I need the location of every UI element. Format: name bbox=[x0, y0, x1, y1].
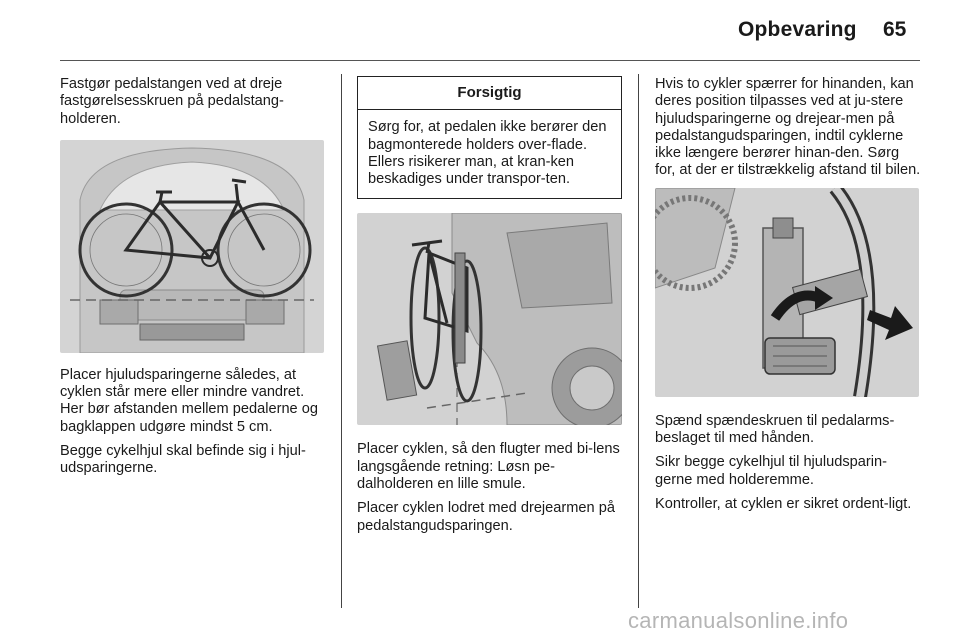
paragraph: Placer hjuludsparingerne således, at cyklen står mere eller mindre vandret. Her bør afstanden mellem pedalerne og bagklappen udgøre mindst 5 cm. bbox=[60, 366, 318, 435]
paragraph: Sikr begge cykelhjul til hjuludsparin-gerne med holderemme. bbox=[655, 454, 887, 488]
caution-title: Forsigtig bbox=[358, 77, 621, 110]
column-divider-1 bbox=[341, 74, 342, 608]
paragraph: Kontroller, at cyklen er sikret ordent-ligt. bbox=[655, 495, 912, 512]
caution-text: Sørg for, at pedalen ikke berører den bagmonterede holders over-flade. Ellers risikerer man, at kran-ken beskadiges under transpor-ten. bbox=[368, 119, 607, 188]
page-number: 65 bbox=[883, 18, 907, 41]
paragraph: Hvis to cykler spærrer for hinanden, kan deres position tilpasses ved at ju-stere hjuludsparingerne og drejear-men på pedalstangudsparingen, indtil cyklerne ikke længere berører hinan-den. Sørg for, at der er tilstrækkelig afstand til bilen. bbox=[655, 76, 921, 179]
page-title: Opbevaring bbox=[738, 18, 857, 41]
bike-rack-side-view-illustration bbox=[357, 213, 622, 425]
column-divider-2 bbox=[638, 74, 639, 608]
caution-box bbox=[357, 76, 622, 199]
paragraph: Placer cyklen lodret med drejearmen på pedalstangudsparingen. bbox=[357, 500, 615, 534]
pedal-clamp-detail-illustration bbox=[655, 188, 919, 397]
bike-rack-rear-view-illustration bbox=[60, 140, 324, 353]
paragraph: Spænd spændeskruen til pedalarms-beslaget til med hånden. bbox=[655, 412, 895, 447]
header-divider bbox=[60, 60, 920, 61]
paragraph: Fastgør pedalstangen ved at dreje fastgørelsesskruen på pedalstang-holderen. bbox=[60, 76, 284, 127]
column-1 bbox=[60, 76, 325, 485]
paragraph: Placer cyklen, så den flugter med bi-lens langsgående retning: Løsn pe-dalholderen en lille smule. bbox=[357, 441, 620, 493]
watermark: carmanualsonline.info bbox=[628, 608, 849, 633]
paragraph: Begge cykelhjul skal befinde sig i hjul-udsparingerne. bbox=[60, 443, 306, 477]
column-2 bbox=[357, 76, 622, 542]
column-3 bbox=[655, 76, 923, 520]
